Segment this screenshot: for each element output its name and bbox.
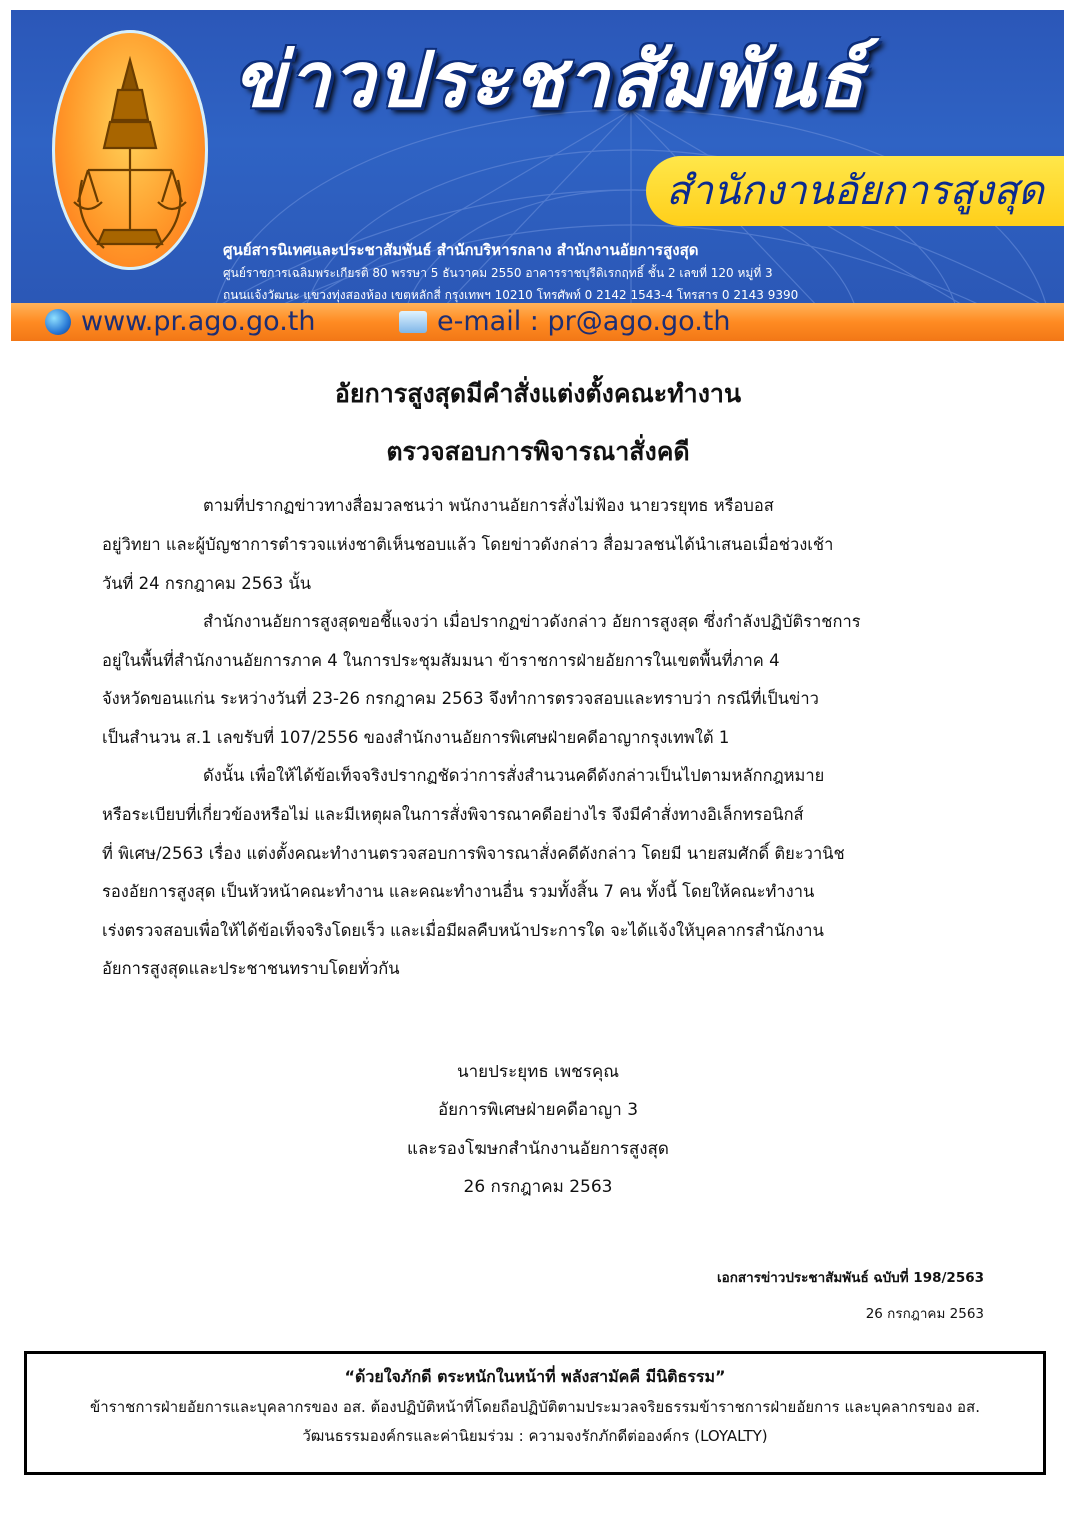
signatory-position2: และรองโฆษกสำนักงานอัยการสูงสุด (407, 1139, 669, 1159)
headline-line2: ตรวจสอบการพิจารณาสั่งคดี (386, 437, 690, 466)
email-link[interactable]: e-mail : pr@ago.go.th (437, 306, 731, 337)
paragraph3-line3: ที่ พิเศษ/2563 เรื่อง แต่งตั้งคณะทำงานตรวจสอบการพิจารณาสั่งคดีดังกล่าว โดยมี นายสมศักดิ์ ติยะวานิช (102, 844, 845, 863)
footer-motto-box (24, 1351, 1046, 1475)
press-banner (11, 10, 1064, 341)
paragraph1-line3: วันที่ 24 กรกฎาคม 2563 นั้น (102, 574, 312, 593)
banner-info-line1: ศูนย์สารนิเทศและประชาสัมพันธ์ สำนักบริหารกลาง สำนักงานอัยการสูงสุด (223, 241, 699, 259)
document-date: 26 กรกฎาคม 2563 (865, 1306, 984, 1322)
website-link[interactable]: www.pr.ago.go.th (81, 306, 316, 337)
signature-date: 26 กรกฎาคม 2563 (463, 1177, 613, 1197)
ago-emblem (52, 30, 208, 270)
footer-motto: “ด้วยใจภักดี ตระหนักในหน้าที่ พลังสามัคคี มีนิติธรรม” (344, 1367, 726, 1386)
paragraph3-line4: รองอัยการสูงสุด เป็นหัวหน้าคณะทำงาน และคณะทำงานอื่น รวมทั้งสิ้น 7 คน ทั้งนี้ โดยให้คณะทำงาน (102, 882, 815, 901)
footer-values-line: วัฒนธรรมองค์กรและค่านิยมร่วม : ความจงรักภักดีต่อองค์กร (LOYALTY) (302, 1427, 768, 1445)
paragraph3-line6: อัยการสูงสุดและประชาชนทราบโดยทั่วกัน (102, 959, 400, 978)
paragraph2-line3: จังหวัดขอนแก่น ระหว่างวันที่ 23-26 กรกฎาคม 2563 จึงทำการตรวจสอบและทราบว่า กรณีที่เป็นข่าว (102, 689, 819, 708)
paragraph1-line2: อยู่วิทยา และผู้บัญชาการตำรวจแห่งชาติเห็นชอบแล้ว โดยข่าวดังกล่าว สื่อมวลชนได้นำเสนอเมื่อช่วงเช้า (102, 535, 834, 554)
banner-info-line2: ศูนย์ราชการเฉลิมพระเกียรติ 80 พรรษา 5 ธันวาคม 2550 อาคารราชบุรีดิเรกฤทธิ์ ชั้น 2 เลขที่ 120 หมู่ที่ 3 (223, 266, 773, 280)
signatory-position1: อัยการพิเศษฝ่ายคดีอาญา 3 (437, 1100, 639, 1120)
banner-info-line3: ถนนแจ้งวัฒนะ แขวงทุ่งสองห้อง เขตหลักสี่ กรุงเทพฯ 10210 โทรศัพท์ 0 2142 1543-4 โทรสาร 0 2143 9390 (223, 288, 799, 302)
paragraph1-line1: ตามที่ปรากฏข่าวทางสื่อมวลชนว่า พนักงานอัยการสั่งไม่ฟ้อง นายวรยุทธ หรือบอส (203, 496, 774, 515)
signatory-name: นายประยุทธ เพชรคุณ (457, 1062, 619, 1082)
headline-line1: อัยการสูงสุดมีคำสั่งแต่งตั้งคณะทำงาน (334, 379, 742, 408)
banner-subtitle: สำนักงานอัยการสูงสุด (646, 156, 1064, 226)
paragraph3-line2: หรือระเบียบที่เกี่ยวข้องหรือไม่ และมีเหตุผลในการสั่งพิจารณาคดีอย่างไร จึงมีคำสั่งทางอิเล็กทรอนิกส์ (102, 805, 804, 824)
scales-of-justice-icon (52, 30, 208, 270)
document-number: เอกสารข่าวประชาสัมพันธ์ ฉบับที่ 198/2563 (717, 1270, 984, 1286)
paragraph2-line2: อยู่ในพื้นที่สำนักงานอัยการภาค 4 ในการประชุมสัมมนา ข้าราชการฝ่ายอัยการในเขตพื้นที่ภาค 4 (102, 651, 780, 670)
mail-icon (399, 311, 427, 333)
paragraph3-line5: เร่งตรวจสอบเพื่อให้ได้ข้อเท็จจริงโดยเร็ว และเมื่อมีผลคืบหน้าประการใด จะได้แจ้งให้บุคลากรสำนักงาน (102, 921, 824, 940)
banner-contact-info (223, 238, 1043, 308)
banner-contact-strip (11, 303, 1064, 341)
banner-title: ข่าวประชาสัมพันธ์ (233, 35, 866, 124)
paragraph2-line1: สำนักงานอัยการสูงสุดขอชี้แจงว่า เมื่อปรากฏข่าวดังกล่าว อัยการสูงสุด ซึ่งกำลังปฏิบัติราชการ (203, 612, 861, 631)
paragraph2-line4: เป็นสำนวน ส.1 เลขรับที่ 107/2556 ของสำนักงานอัยการพิเศษฝ่ายคดีอาญากรุงเทพใต้ 1 (102, 728, 730, 747)
paragraph3-line1: ดังนั้น เพื่อให้ได้ข้อเท็จจริงปรากฏชัดว่าการสั่งสำนวนคดีดังกล่าวเป็นไปตามหลักกฎหมาย (203, 766, 825, 785)
globe-icon (45, 309, 71, 335)
footer-ethics-line: ข้าราชการฝ่ายอัยการและบุคลากรของ อส. ต้องปฏิบัติหน้าที่โดยถือปฏิบัติตามประมวลจริยธรรมข้าราชการฝ่ายอัยการ และบุคลากรของ อส. (90, 1398, 980, 1416)
